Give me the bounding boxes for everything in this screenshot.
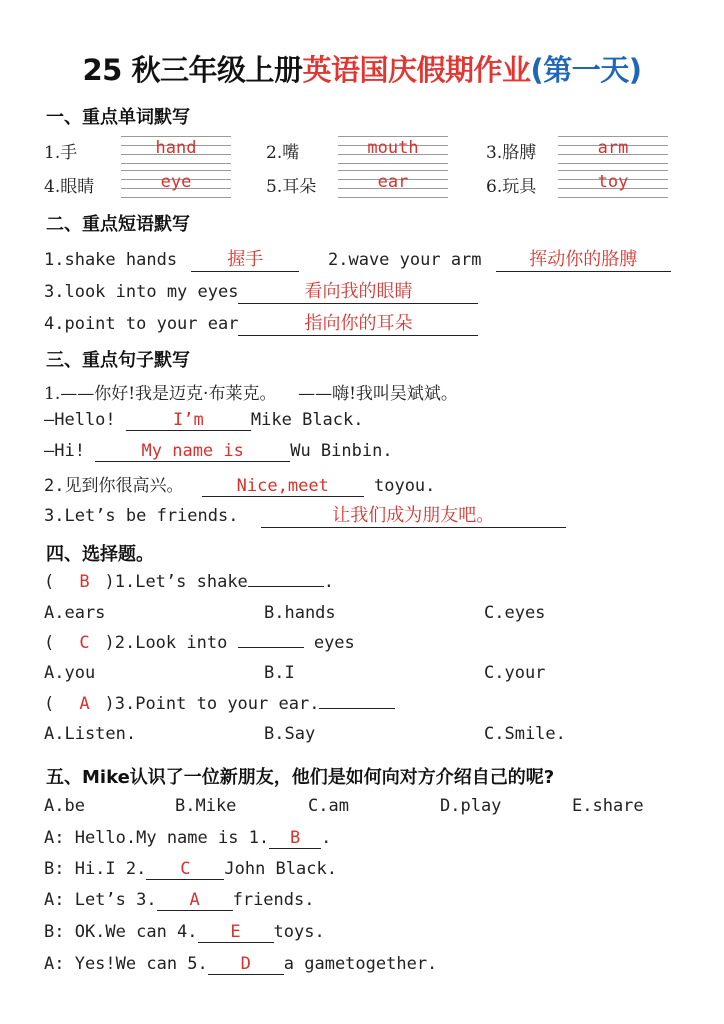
word-4-grid <box>121 170 231 200</box>
question-1-paren: ( <box>44 572 55 592</box>
word-3-answer: arm <box>597 138 629 158</box>
phrase-4-answer: 指向你的耳朵 <box>304 313 413 334</box>
question-3 <box>44 694 395 714</box>
dialog-2-suffix: John Black. <box>224 859 337 879</box>
sentence-2-suffix: toyou. <box>373 476 436 496</box>
section1-heading: 一、重点单词默写 <box>46 107 190 128</box>
word-5-label: 5.耳朵 <box>266 177 317 197</box>
sentence-hi-answer: My name is <box>95 441 290 462</box>
dialog-1-suffix: . <box>321 828 332 848</box>
section5-heading: 五、Mike认识了一位新朋友，他们是如何向对方介绍自己的呢? <box>46 767 555 788</box>
sentence-hello <box>44 410 364 431</box>
sentence-hi-prefix: —Hi! <box>44 441 85 461</box>
phrase-1-blank <box>191 245 299 272</box>
sentence-hi <box>44 441 393 462</box>
question-1-suffix: . <box>323 572 335 592</box>
word-4-label: 4.眼睛 <box>44 177 95 197</box>
sentence-2-answer: Nice,meet <box>202 476 364 497</box>
dialog-3-prefix: A: Let’s 3. <box>44 890 157 910</box>
phrase-1 <box>44 245 299 272</box>
dialog-5-answer: D <box>208 954 284 975</box>
word-5-grid <box>338 170 448 200</box>
phrase-2-prompt: 2.wave your arm <box>328 250 482 270</box>
question-3-blank <box>319 708 395 709</box>
dialog-2-answer: C <box>146 859 224 880</box>
question-2-suffix: eyes <box>313 633 355 653</box>
phrase-2-blank <box>496 245 671 272</box>
q3-option-b: B.Say <box>264 724 316 744</box>
sentence-1-chinese: 1.——你好!我是迈克·布莱克。 ——嗨!我叫吴斌斌。 <box>44 384 458 404</box>
word-bank-e: E.share <box>572 796 644 816</box>
dialog-3-suffix: friends. <box>232 890 315 910</box>
word-2-answer: mouth <box>367 138 419 158</box>
section2-heading: 二、重点短语默写 <box>46 214 190 235</box>
dialog-4-answer: E <box>198 922 274 943</box>
q3-option-a: A.Listen. <box>44 724 137 744</box>
word-bank-a: A.be <box>44 796 85 816</box>
dialog-3-answer: A <box>157 890 233 911</box>
page-title <box>0 48 724 89</box>
word-6-label: 6.玩具 <box>486 177 537 197</box>
phrase-1-answer: 握手 <box>227 249 264 270</box>
phrase-3-prompt: 3.look into my eyes <box>44 282 239 302</box>
sentence-3-answer: 让我们成为朋友吧。 <box>332 505 495 526</box>
dialog-line-5 <box>44 954 437 975</box>
dialog-line-2 <box>44 859 337 880</box>
word-bank-b: B.Mike <box>175 796 237 816</box>
word-1-label: 1.手 <box>44 143 78 163</box>
sentence-2 <box>44 471 435 497</box>
question-1-text: )1.Let’s shake <box>104 572 248 592</box>
word-6-answer: toy <box>597 172 629 192</box>
word-bank-d: D.play <box>440 796 502 816</box>
word-3-label: 3.胳膊 <box>486 143 537 163</box>
sentence-hi-suffix: Wu Binbin. <box>290 441 393 461</box>
q2-option-b: B.I <box>264 663 295 683</box>
phrase-3 <box>44 277 478 304</box>
question-2-paren: ( <box>44 633 55 653</box>
phrase-4 <box>44 309 478 336</box>
question-1-blank <box>248 586 324 587</box>
question-2-answer: C <box>79 633 90 653</box>
word-2-grid <box>338 136 448 166</box>
title-day: (第一天) <box>530 53 642 87</box>
section4-heading: 四、选择题。 <box>46 544 154 565</box>
sentence-2-prompt: 2.见到你很高兴。 <box>44 476 184 496</box>
sentence-hello-prefix: —Hello! <box>44 410 116 430</box>
word-2-label: 2.嘴 <box>266 143 300 163</box>
word-bank-c: C.am <box>308 796 349 816</box>
question-2-text: )2.Look into <box>104 633 228 653</box>
dialog-1-prefix: A: Hello.My name is 1. <box>44 828 270 848</box>
dialog-line-4 <box>44 922 325 943</box>
phrase-3-answer: 看向我的眼睛 <box>304 281 413 302</box>
word-1-grid <box>121 136 231 166</box>
word-1-answer: hand <box>155 138 197 158</box>
phrase-4-prompt: 4.point to your ear <box>44 314 239 334</box>
word-4-answer: eye <box>160 172 192 192</box>
dialog-line-3 <box>44 890 314 911</box>
dialog-4-suffix: toys. <box>273 922 325 942</box>
question-1-answer: B <box>79 572 90 592</box>
word-5-answer: ear <box>377 172 409 192</box>
dialog-1-answer: B <box>269 828 321 849</box>
q2-option-a: A.you <box>44 663 96 683</box>
question-3-text: )3.Point to your ear. <box>104 694 320 714</box>
q2-option-c: C.your <box>484 663 546 683</box>
q1-option-b: B.hands <box>264 603 336 623</box>
section3-heading: 三、重点句子默写 <box>46 350 190 371</box>
q3-option-c: C.Smile. <box>484 724 566 744</box>
dialog-5-prefix: A: Yes!We can 5. <box>44 954 208 974</box>
phrase-1-prompt: 1.shake hands <box>44 250 178 270</box>
dialog-5-suffix: a gametogether. <box>283 954 438 974</box>
dialog-4-prefix: B: OK.We can 4. <box>44 922 198 942</box>
title-subject: 英语国庆假期作业 <box>302 53 531 87</box>
q1-option-c: C.eyes <box>484 603 546 623</box>
question-2 <box>44 633 355 653</box>
phrase-4-blank <box>238 309 478 336</box>
question-2-blank <box>238 647 304 648</box>
phrase-3-blank <box>238 277 478 304</box>
sentence-3-blank <box>261 501 566 528</box>
sentence-3-prompt: 3.Let’s be friends. <box>44 506 239 526</box>
word-6-grid <box>558 170 668 200</box>
dialog-line-1 <box>44 828 331 849</box>
phrase-2-answer: 挥动你的胳膊 <box>529 249 638 270</box>
q1-option-a: A.ears <box>44 603 106 623</box>
dialog-2-prefix: B: Hi.I 2. <box>44 859 147 879</box>
sentence-hello-answer: I’m <box>126 410 251 431</box>
word-3-grid <box>558 136 668 166</box>
title-grade: 25 秋三年级上册 <box>82 53 303 87</box>
question-3-answer: A <box>79 694 90 714</box>
sentence-hello-suffix: Mike Black. <box>250 410 364 430</box>
sentence-3 <box>44 501 566 528</box>
question-1 <box>44 572 334 592</box>
question-3-paren: ( <box>44 694 55 714</box>
phrase-2 <box>328 245 671 272</box>
